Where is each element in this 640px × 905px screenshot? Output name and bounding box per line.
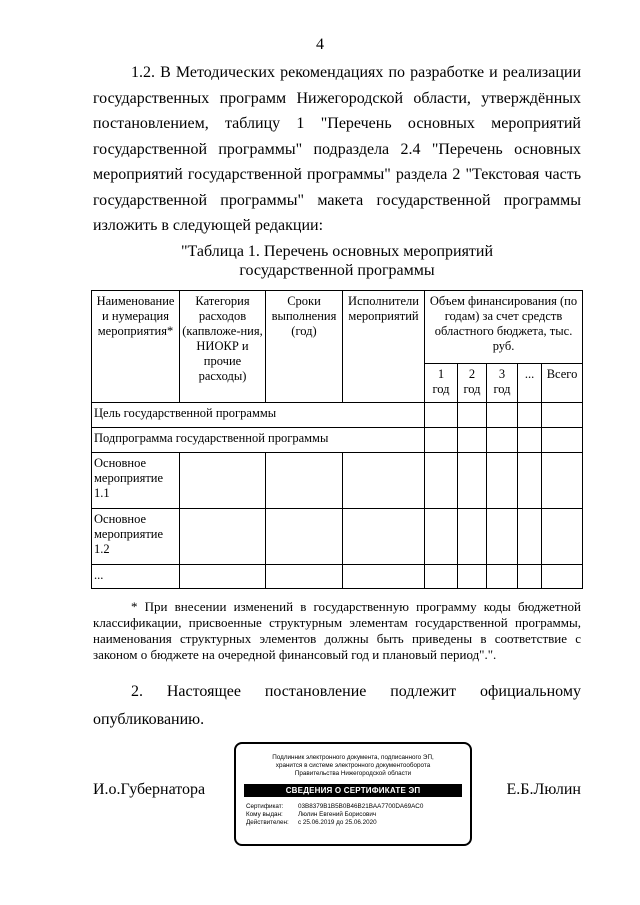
row-measure-1-2: Основное мероприятие 1.2	[92, 509, 180, 565]
table-row	[92, 428, 583, 453]
header-executors: Исполнители мероприятий	[343, 291, 425, 403]
table-row	[92, 453, 583, 509]
table-row	[92, 509, 583, 565]
row-etc: ...	[92, 565, 180, 589]
paragraph-1-2: 1.2. В Методических рекомендациях по разработке и реализации государственных программ Нижегородской области, утверждённых постановлением, таблицу 1 "Перечень основных мероприятий государственной программы" подраздела 2.4 "Перечень основных мероприятий государственной программы" раздела 2 "Текстовая часть государственной программы" макета государственной программы изложить в следующей редакции:	[93, 64, 581, 234]
paragraph-2	[93, 678, 581, 734]
stamp-cert-row: Сертификат: 03B8379B1B5B0B46B21BAA7700DA69AC0	[246, 803, 424, 810]
measures-table	[91, 290, 583, 589]
paragraph-2-line-1: 2. Настоящее постановление подлежит официальному	[131, 683, 581, 700]
table-caption	[93, 242, 581, 280]
header-year-1: 1 год	[425, 364, 458, 403]
header-total: Всего	[542, 364, 583, 403]
table-caption-line-2: государственной программы	[239, 262, 435, 279]
page-number: 4	[316, 36, 324, 53]
stamp-details	[246, 803, 462, 827]
signature-name: Е.Б.Люлин	[506, 781, 581, 798]
header-year-3: 3 год	[487, 364, 518, 403]
header-category: Категория расходов (капвложе-ния, НИОКР и прочие расходы)	[180, 291, 266, 403]
signature-title: И.о.Губернатора	[93, 781, 206, 798]
stamp-valid-row: Действителен: с 25.06.2019 до 25.06.2020	[246, 819, 377, 826]
paragraph-2-line-2: опубликованию.	[93, 711, 205, 728]
stamp-owner-row: Кому выдан: Люлин Евгений Борисович	[246, 811, 377, 818]
row-measure-1-1: Основное мероприятие 1.1	[92, 453, 180, 509]
table-row	[92, 403, 583, 428]
header-financing: Объем финансирования (по годам) за счет средств областного бюджета, тыс. руб.	[425, 291, 583, 364]
header-name: Наименование и нумерация мероприятия*	[92, 291, 180, 403]
table-footnote: * При внесении изменений в государственную программу коды бюджетной классификации, присвоенные структурным элементам государственной программы, наименования структурных элементов должны быть приведены в соответствие с законом о бюджете на очередной финансовый год и плановый период".".	[93, 599, 581, 662]
row-subprogram: Подпрограмма государственной программы	[92, 428, 425, 453]
e-signature-stamp	[234, 742, 472, 846]
stamp-header: Подлинник электронного документа, подписанного ЭП, хранится в системе электронного документооборота Правительства Нижегородской области	[272, 754, 434, 777]
stamp-certificate-bar: СВЕДЕНИЯ О СЕРТИФИКАТЕ ЭП	[244, 784, 462, 797]
row-goal: Цель государственной программы	[92, 403, 425, 428]
table-caption-line-1: "Таблица 1. Перечень основных мероприятий	[180, 243, 494, 260]
header-terms: Сроки выполнения (год)	[266, 291, 343, 403]
header-year-2: 2 год	[458, 364, 487, 403]
header-ellipsis: ...	[518, 364, 542, 403]
table-row	[92, 565, 583, 589]
